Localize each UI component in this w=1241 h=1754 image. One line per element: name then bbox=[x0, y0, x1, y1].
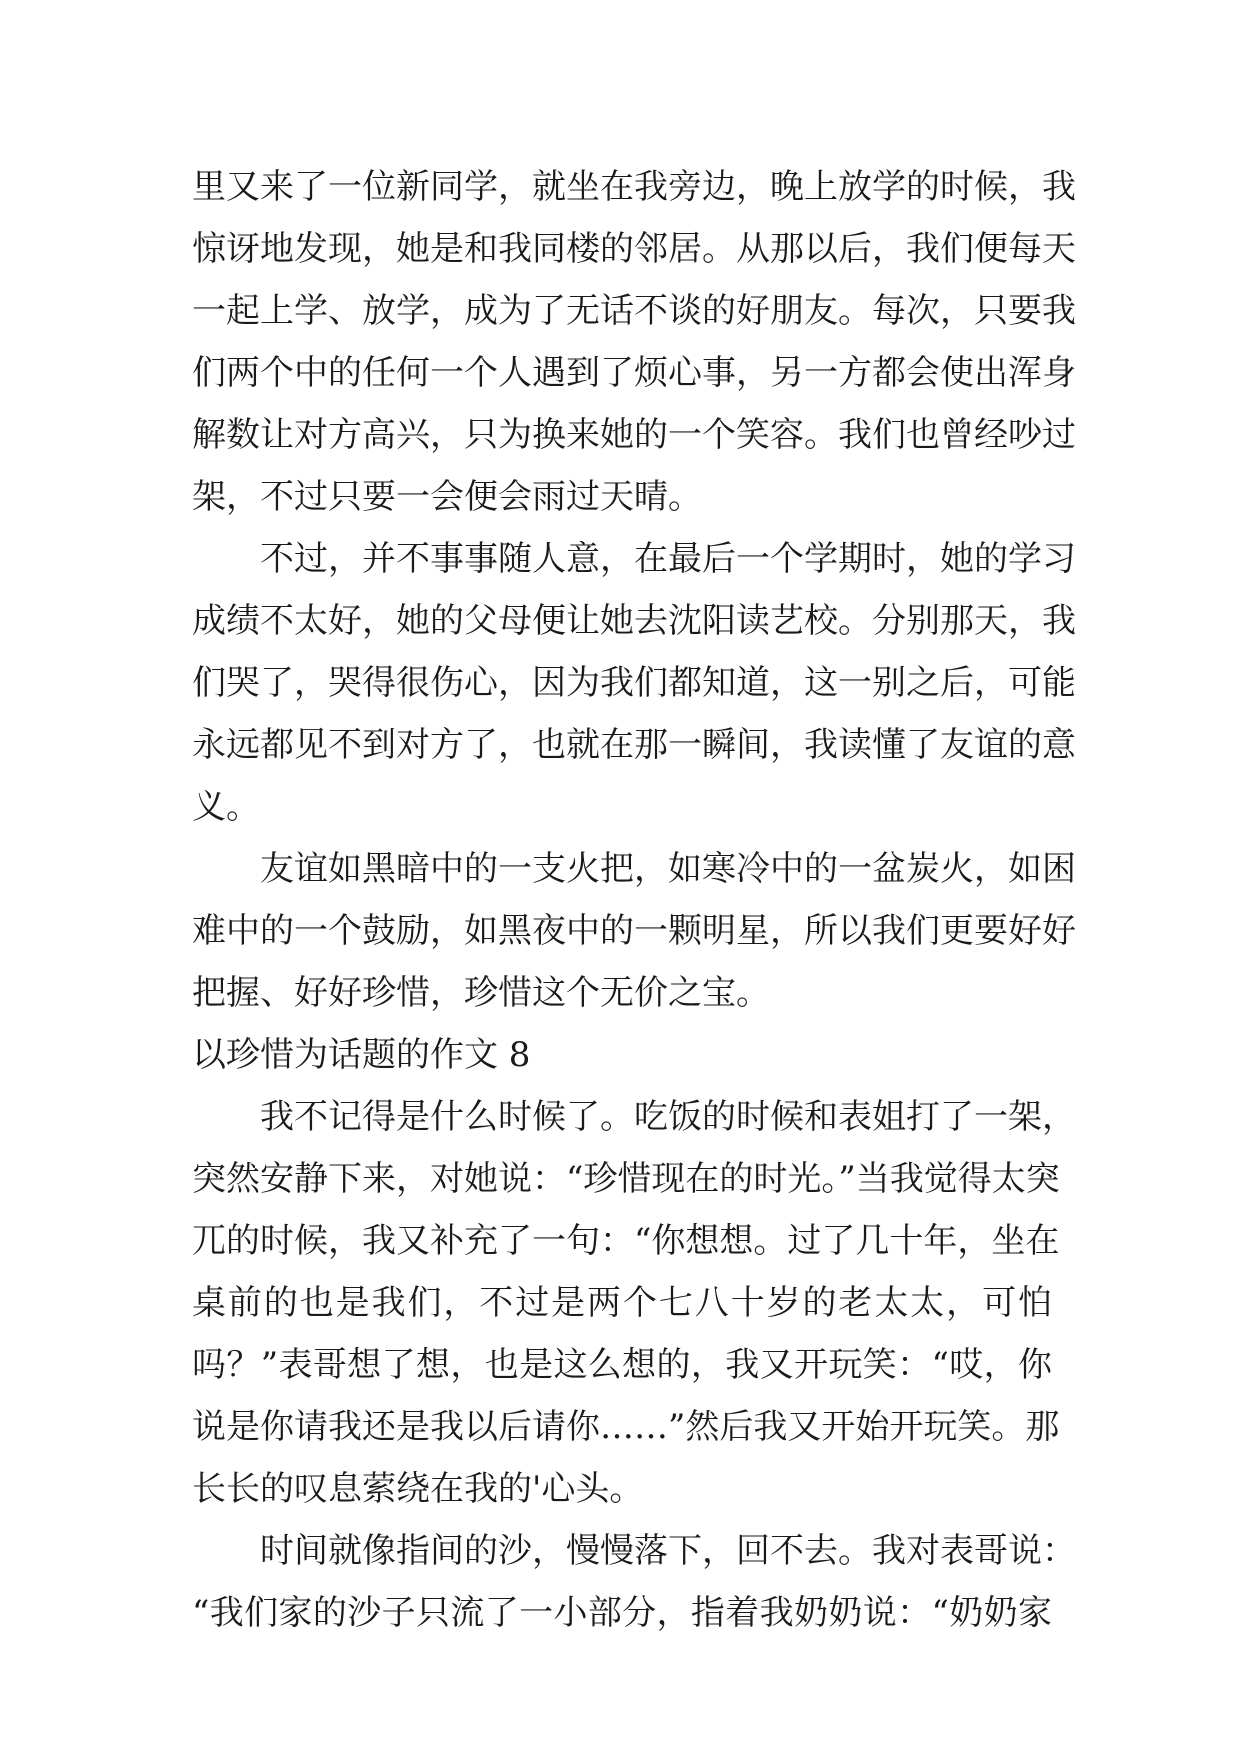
text-line: 里又来了一位新同学，就坐在我旁边，晚上放学的时候，我 bbox=[192, 167, 1076, 207]
text-line: 友谊如黑暗中的一支火把，如寒冷中的一盆炭火，如困 bbox=[192, 849, 1076, 889]
text-line: 一起上学、放学，成为了无话不谈的好朋友。每次，只要我 bbox=[192, 291, 1076, 331]
paragraph-1 bbox=[192, 156, 1076, 528]
text-line: 桌前的也是我们，不过是两个七八十岁的老太太，可怕 bbox=[192, 1283, 1052, 1323]
paragraph-3 bbox=[192, 838, 1076, 1024]
text-line: 义。 bbox=[192, 787, 260, 827]
text-line: 不过，并不事事随人意，在最后一个学期时，她的学习 bbox=[192, 539, 1076, 579]
text-line: 难中的一个鼓励，如黑夜中的一颗明星，所以我们更要好好 bbox=[192, 911, 1076, 951]
paragraph-2 bbox=[192, 528, 1076, 838]
document-body bbox=[192, 156, 1076, 1644]
paragraph-4 bbox=[192, 1086, 1076, 1520]
text-line: 成绩不太好，她的父母便让她去沈阳读艺校。分别那天，我 bbox=[192, 601, 1076, 641]
text-line: 说是你请我还是我以后请你……”然后我又开始开玩笑。那 bbox=[192, 1407, 1060, 1447]
text-line: 突然安静下来，对她说：“珍惜现在的时光。”当我觉得太突 bbox=[192, 1159, 1060, 1199]
text-line: 们哭了，哭得很伤心，因为我们都知道，这一别之后，可能 bbox=[192, 663, 1076, 703]
text-line: 惊讶地发现，她是和我同楼的邻居。从那以后，我们便每天 bbox=[192, 229, 1076, 269]
essay-heading: 以珍惜为话题的作文 8 bbox=[192, 1035, 531, 1075]
text-line: 吗？”表哥想了想，也是这么想的，我又开玩笑：“哎，你 bbox=[192, 1345, 1052, 1385]
text-line: “我们家的沙子只流了一小部分，指着我奶奶说：“奶奶家 bbox=[192, 1593, 1052, 1633]
text-line: 把握、好好珍惜，珍惜这个无价之宝。 bbox=[192, 973, 770, 1013]
text-line: 架，不过只要一会便会雨过天晴。 bbox=[192, 477, 702, 517]
paragraph-5 bbox=[192, 1520, 1076, 1644]
text-line: 长长的叹息萦绕在我的'心头。 bbox=[192, 1469, 644, 1509]
text-line: 们两个中的任何一个人遇到了烦心事，另一方都会使出浑身 bbox=[192, 353, 1076, 393]
text-line: 时间就像指间的沙，慢慢落下，回不去。我对表哥说： bbox=[192, 1531, 1076, 1571]
text-line: 我不记得是什么时候了。吃饭的时候和表姐打了一架， bbox=[192, 1097, 1076, 1137]
text-line: 兀的时候，我又补充了一句：“你想想。过了几十年，坐在 bbox=[192, 1221, 1060, 1261]
text-line: 永远都见不到对方了，也就在那一瞬间，我读懂了友谊的意 bbox=[192, 725, 1076, 765]
text-line: 解数让对方高兴，只为换来她的一个笑容。我们也曾经吵过 bbox=[192, 415, 1076, 455]
